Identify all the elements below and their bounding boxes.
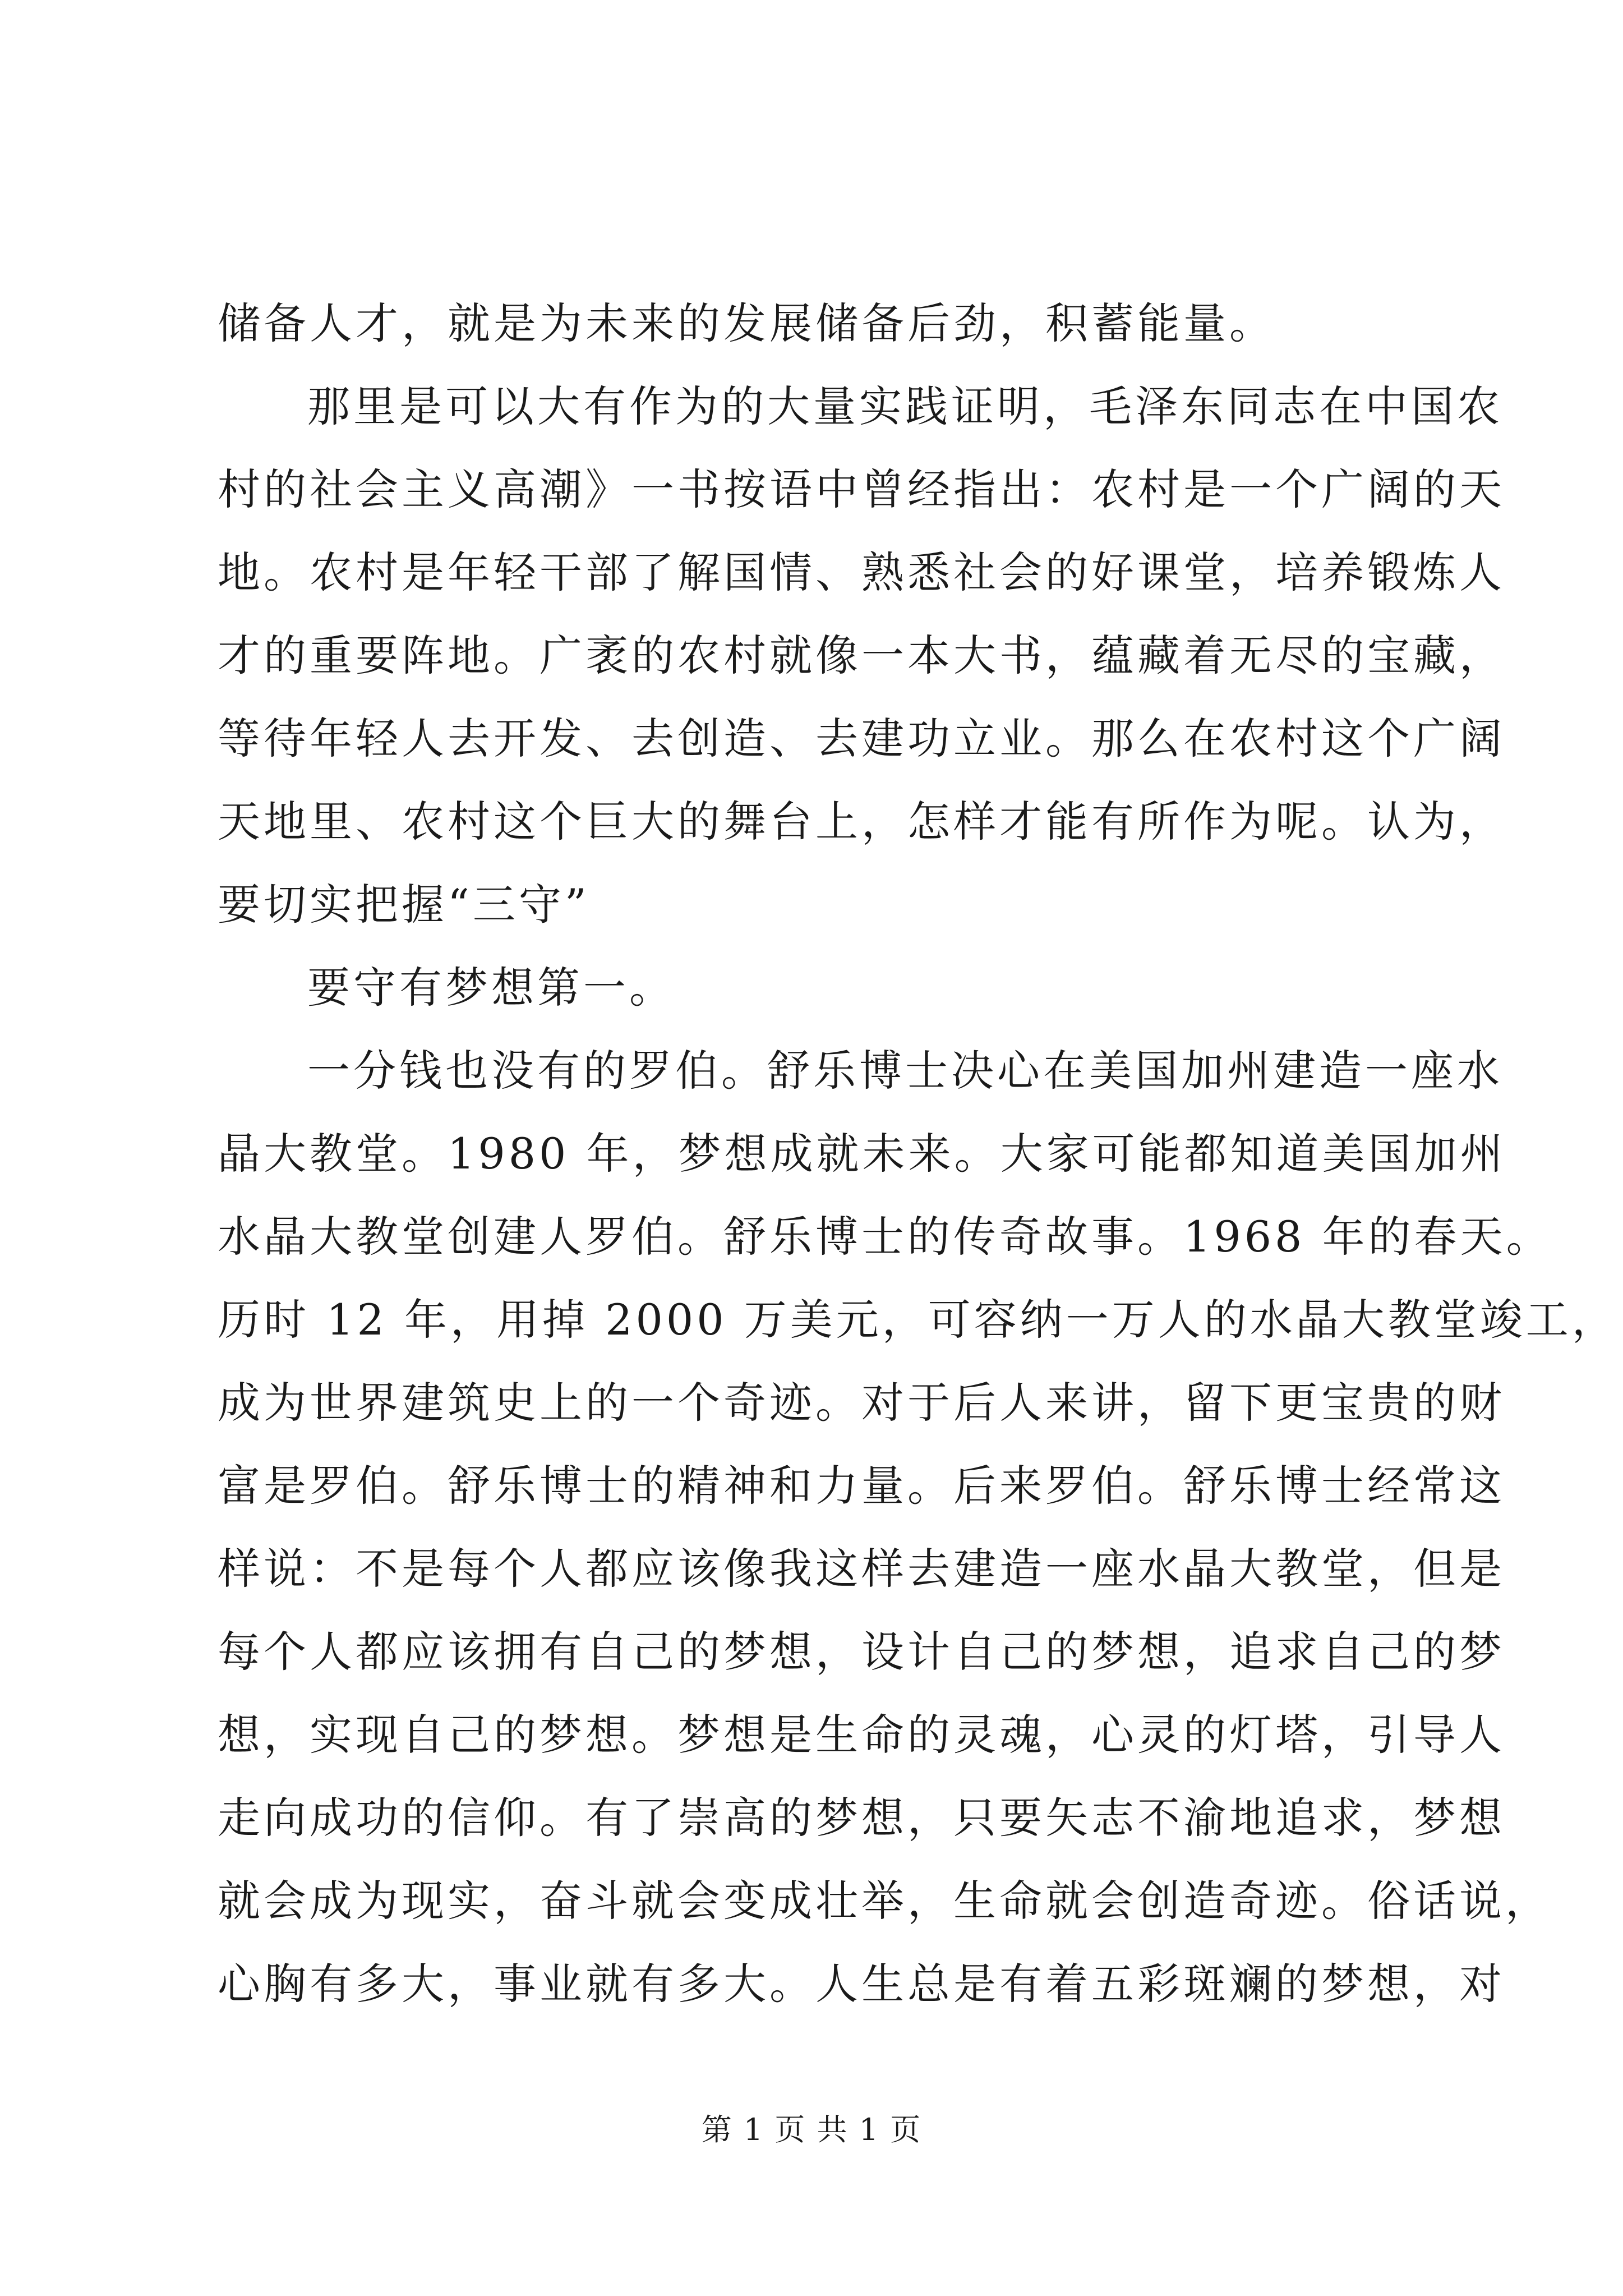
text-line: 一分钱也没有的罗伯。舒乐博士决心在美国加州建造一座水 — [307, 1046, 1503, 1096]
text-line: 走向成功的信仰。有了崇高的梦想，只要矢志不渝地追求，梦想 — [218, 1793, 1505, 1843]
text-line: 就会成为现实，奋斗就会变成壮举，生命就会创造奇迹。俗话说， — [218, 1876, 1551, 1926]
text-line: 天地里、农村这个巨大的舞台上，怎样才能有所作为呢。认为， — [218, 797, 1505, 846]
text-line: 晶大教堂。1980 年，梦想成就未来。大家可能都知道美国加州 — [218, 1129, 1506, 1179]
text-line: 成为世界建筑史上的一个奇迹。对于后人来讲，留下更宝贵的财 — [218, 1378, 1505, 1428]
text-line: 地。农村是年轻干部了解国情、熟悉社会的好课堂，培养锻炼人 — [218, 547, 1505, 597]
text-line: 想，实现自己的梦想。梦想是生命的灵魂，心灵的灯塔，引导人 — [218, 1710, 1505, 1760]
text-line: 富是罗伯。舒乐博士的精神和力量。后来罗伯。舒乐博士经常这 — [218, 1461, 1505, 1511]
text-line: 才的重要阵地。广袤的农村就像一本大书，蕴藏着无尽的宝藏， — [218, 631, 1505, 680]
text-line: 那里是可以大有作为的大量实践证明，毛泽东同志在中国农 — [307, 381, 1503, 431]
text-line: 每个人都应该拥有自己的梦想，设计自己的梦想，追求自己的梦 — [218, 1627, 1505, 1677]
section-heading: 要守有梦想第一。 — [307, 963, 675, 1013]
text-line: 等待年轻人去开发、去创造、去建功立业。那么在农村这个广阔 — [218, 714, 1505, 763]
text-line: 储备人才，就是为未来的发展储备后劲，积蓄能量。 — [218, 298, 1275, 348]
text-line: 历时 12 年，用掉 2000 万美元，可容纳一万人的水晶大教堂竣工， — [218, 1295, 1618, 1345]
text-line: 样说：不是每个人都应该像我这样去建造一座水晶大教堂，但是 — [218, 1544, 1505, 1594]
text-line: 心胸有多大，事业就有多大。人生总是有着五彩斑斓的梦想，对 — [218, 1959, 1505, 2009]
text-line: 水晶大教堂创建人罗伯。舒乐博士的传奇故事。1968 年的春天。 — [218, 1212, 1552, 1262]
text-line: 要切实把握“三守” — [218, 880, 590, 930]
text-line: 村的社会主义高潮》一书按语中曾经指出：农村是一个广阔的天 — [218, 464, 1505, 514]
page-footer: 第 1 页 共 1 页 — [701, 2112, 922, 2147]
